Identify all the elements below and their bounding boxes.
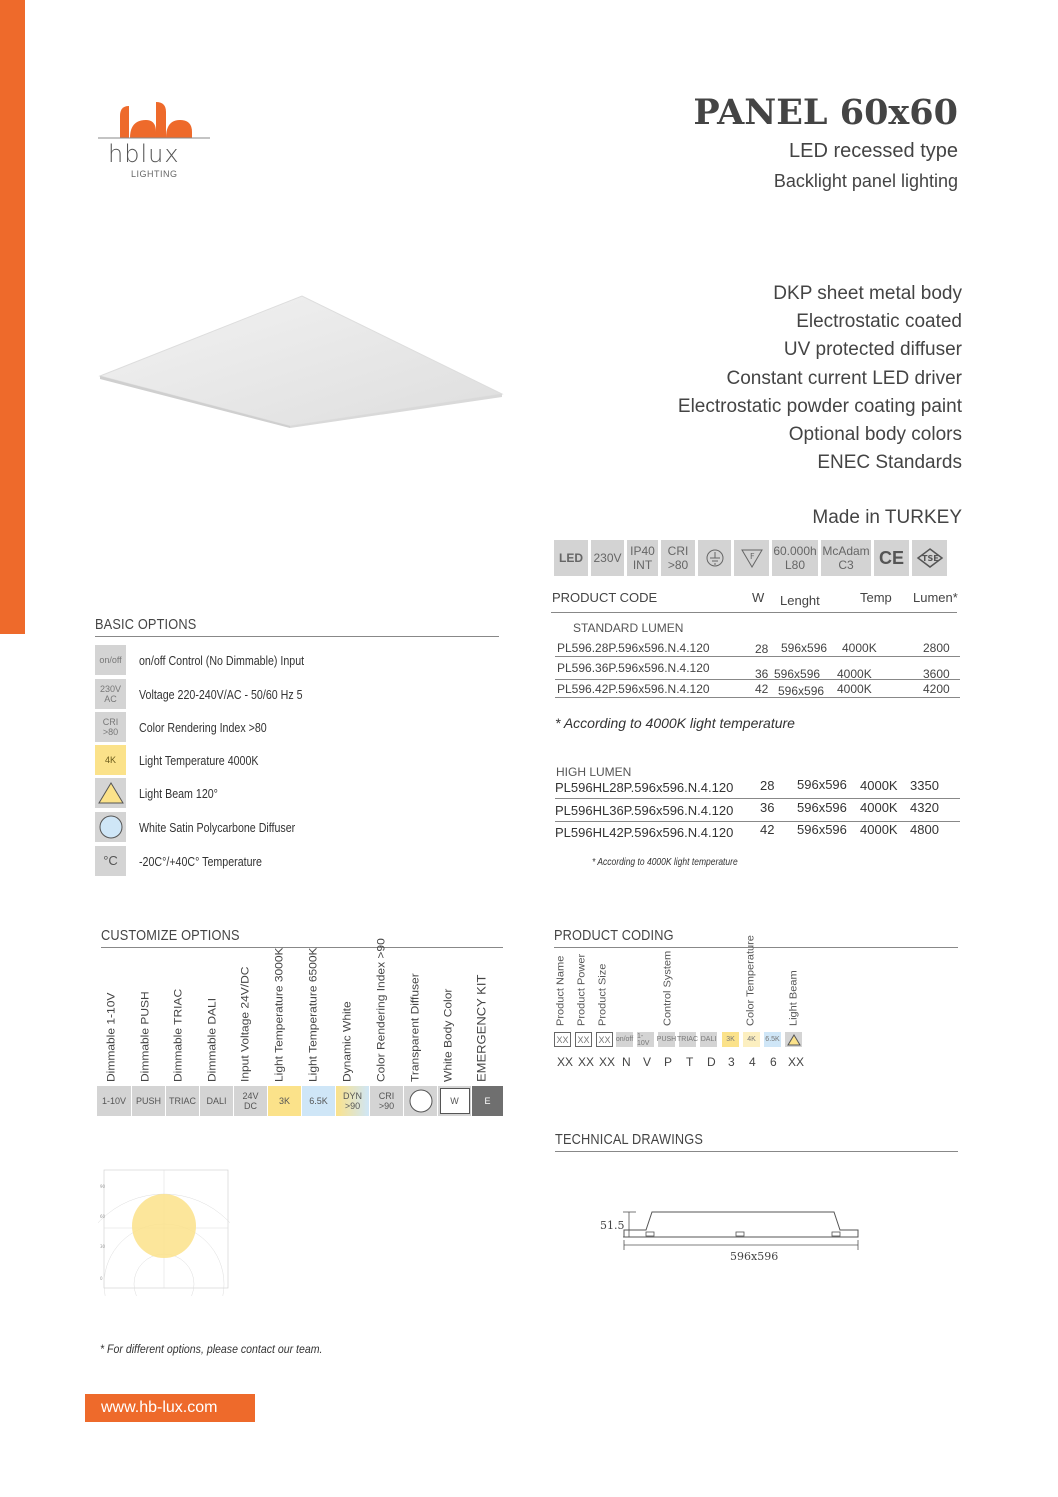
code-char: D: [707, 1055, 716, 1069]
coding-label: Control System: [662, 950, 673, 1026]
row-lumen: 4320: [910, 800, 939, 815]
led-icon: LED: [554, 540, 588, 576]
customize-label: Light Temperature 3000K: [272, 947, 285, 1082]
row-watt: 28: [760, 778, 775, 793]
row-temp: 4000K: [837, 682, 872, 696]
customize-options-title-text: CUSTOMIZE OPTIONS: [101, 927, 240, 944]
code-box-beam: [785, 1032, 802, 1047]
option-row: [95, 745, 505, 775]
product-coding-title-text: PRODUCT CODING: [554, 927, 674, 944]
orange-accent-bar: [0, 0, 25, 634]
option-box-triac: TRIAC: [166, 1086, 199, 1116]
table-row: [555, 641, 960, 657]
row-length: 596x596: [781, 641, 828, 655]
row-length: 596x596: [797, 777, 847, 792]
voltage-icon: 230V AC: [95, 679, 126, 709]
row-lumen: 2800: [923, 641, 950, 655]
f-mark-letter: F: [749, 552, 755, 561]
coding-label: Product Name: [555, 955, 566, 1026]
row-lumen: 4200: [923, 682, 950, 696]
panel-product-image: [96, 292, 520, 428]
option-text: Color Rendering Index >80: [139, 719, 267, 735]
row-code: PL596HL42P.596x596.N.4.120: [555, 825, 734, 840]
row-temp: 4000K: [860, 778, 898, 793]
option-box-transparent: [404, 1086, 437, 1116]
col-length: Lenght: [780, 593, 820, 608]
code-char: 4: [749, 1055, 756, 1069]
row-length: 596x596: [774, 667, 821, 681]
svg-text:0: 0: [100, 1276, 103, 1281]
option-box-cri90: CRI >90: [370, 1086, 403, 1116]
row-watt: 42: [755, 682, 769, 696]
code-box-4k: 4K: [743, 1032, 760, 1047]
customize-label: Dimmable DALI: [205, 997, 218, 1082]
row-code: PL596.28P.596x596.N.4.120: [557, 641, 710, 655]
code-char: N: [622, 1055, 631, 1069]
table-row: [555, 682, 960, 698]
feature-item: Constant current LED driver: [726, 367, 962, 389]
row-watt: 42: [760, 822, 775, 837]
technical-drawings-title-text: TECHNICAL DRAWINGS: [555, 1131, 704, 1148]
code-box-6-5k: 6.5K: [764, 1032, 781, 1047]
row-lumen: 3600: [923, 667, 950, 681]
row-length: 596x596: [797, 822, 847, 837]
code-box-triac: TRIAC: [679, 1032, 696, 1047]
option-text: Light Temperature 4000K: [139, 752, 259, 768]
option-row: [95, 645, 505, 675]
coding-label: Light Beam: [788, 970, 799, 1026]
tse-mark-letters: TSE: [921, 554, 939, 563]
feature-list: [678, 280, 962, 477]
coding-label: Product Power: [576, 953, 587, 1026]
option-box-24vdc: 24V DC: [234, 1086, 267, 1116]
row-divider: [555, 679, 960, 680]
row-lumen: 4800: [910, 822, 939, 837]
option-text: White Satin Polycarbone Diffuser: [139, 819, 296, 835]
table-row: [555, 661, 960, 681]
feature-item: UV protected diffuser: [783, 339, 962, 361]
row-length: 596x596: [778, 684, 825, 698]
option-row: [95, 778, 505, 808]
col-watt: W: [752, 590, 765, 605]
code-char: XX: [578, 1055, 595, 1069]
diffuser-icon: [95, 812, 126, 842]
option-text: -20C°/+40C° Temperature: [139, 853, 262, 869]
light-beam-icon: [95, 778, 126, 808]
customize-labels: [95, 938, 515, 1082]
customize-label: Dimmable PUSH: [138, 991, 151, 1082]
feature-item: DKP sheet metal body: [773, 283, 962, 304]
feature-item: Electrostatic coated: [796, 311, 962, 333]
row-code: PL596HL36P.596x596.N.4.120: [555, 803, 734, 818]
white-body-swatch: W: [440, 1088, 470, 1114]
feature-item: Electrostatic powder coating paint: [677, 395, 962, 417]
customize-label: Input Voltage 24V/DC: [238, 966, 251, 1082]
subtitle-description: Backlight panel lighting: [773, 171, 958, 191]
row-lumen: 3350: [910, 778, 939, 793]
row-code: PL596HL28P.596x596.N.4.120: [555, 780, 734, 795]
website-text[interactable]: www.hb-lux.com: [101, 1399, 218, 1416]
row-watt: 36: [755, 667, 769, 681]
option-box-dynamic: DYN >90: [336, 1086, 369, 1116]
height-dimension: 51.5: [600, 1219, 625, 1232]
ip-rating-icon: IP40 INT: [627, 540, 658, 576]
svg-text:60: 60: [100, 1214, 106, 1219]
code-box-push: PUSH: [658, 1032, 675, 1047]
page-title: PANEL 60x60: [693, 92, 958, 133]
code-box-power: XX: [575, 1032, 592, 1047]
feature-item: Optional body colors: [788, 424, 962, 446]
code-box-size: XX: [596, 1032, 613, 1047]
certification-icons: [554, 540, 947, 576]
coding-label: Color Temperature: [745, 935, 756, 1026]
option-row: [95, 679, 505, 709]
basic-options-title-text: BASIC OPTIONS: [95, 616, 197, 633]
option-box-6-5k: 6.5K: [302, 1086, 335, 1116]
mcadam-icon: McAdam C3: [821, 540, 871, 576]
brand-name: hblux: [108, 140, 180, 168]
code-char: 3: [728, 1055, 735, 1069]
voltage-icon: 230V: [591, 540, 624, 576]
contact-note: * For different options, please contact our team.: [100, 1342, 323, 1356]
option-row: [95, 712, 505, 742]
product-table-header: [552, 590, 958, 608]
option-text: Light Beam 120°: [139, 785, 218, 801]
website-link[interactable]: [85, 1394, 255, 1422]
feature-item: ENEC Standards: [817, 452, 962, 474]
tse-mark-icon: [912, 540, 947, 576]
table-row: [555, 777, 960, 799]
standard-note: * According to 4000K light temperature: [555, 715, 795, 731]
svg-text:90: 90: [100, 1184, 106, 1189]
table-divider: [551, 612, 957, 613]
row-temp: 4000K: [860, 822, 898, 837]
col-lumen: Lumen*: [913, 590, 958, 605]
code-char: T: [686, 1055, 694, 1069]
cri-icon: CRI >80: [95, 712, 126, 742]
customize-label: Dimmable 1-10V: [104, 992, 117, 1082]
svg-text:30: 30: [100, 1244, 106, 1249]
coding-label: Product Size: [597, 963, 608, 1026]
code-box-3k: 3K: [722, 1032, 739, 1047]
option-box-1-10v: 1-10V: [97, 1086, 131, 1116]
option-text: Voltage 220-240V/AC - 50/60 Hz 5: [139, 686, 303, 702]
code-char: P: [664, 1055, 673, 1069]
option-row: [95, 812, 505, 842]
code-box-name: XX: [554, 1032, 571, 1047]
high-note: * According to 4000K light temperature: [592, 857, 738, 868]
row-watt: 36: [760, 800, 775, 815]
customize-options-title: [101, 927, 503, 948]
cri-icon: CRI >80: [661, 540, 695, 576]
row-code: PL596.36P.596x596.N.4.120: [557, 661, 710, 675]
code-box-1-10v: 1-10V: [637, 1032, 654, 1047]
option-box-push: PUSH: [132, 1086, 165, 1116]
customize-label: Transparent Diffuser: [408, 973, 421, 1082]
col-temp: Temp: [860, 590, 892, 605]
code-char: XX: [557, 1055, 574, 1069]
code-char: 6: [770, 1055, 777, 1069]
table-row: [555, 822, 960, 844]
option-text: on/off Control (No Dimmable) Input: [139, 652, 305, 668]
f-mark-icon: [734, 540, 769, 576]
basic-options-title: [95, 616, 499, 637]
size-dimension: 596x596: [730, 1250, 779, 1263]
row-temp: 4000K: [842, 641, 877, 655]
option-box-white: [438, 1086, 471, 1116]
option-row: [95, 846, 505, 876]
row-watt: 28: [755, 642, 769, 656]
customize-label: White Body Color: [441, 988, 454, 1082]
temperature-4k-icon: 4K: [95, 745, 126, 775]
brand-sub: LIGHTING: [131, 169, 178, 179]
row-length: 596x596: [797, 800, 847, 815]
code-char: XX: [788, 1055, 805, 1069]
row-temp: 4000K: [860, 800, 898, 815]
temperature-range-icon: °C: [95, 846, 126, 876]
lifetime-icon: 60.000h L80: [772, 540, 818, 576]
col-product-code: PRODUCT CODE: [552, 590, 658, 605]
customize-label: Color Rendering Index >90: [374, 938, 387, 1082]
code-char: XX: [599, 1055, 616, 1069]
high-lumen-title: HIGH LUMEN: [556, 765, 632, 779]
code-box-onoff: on/off: [616, 1032, 633, 1047]
technical-drawings-title: [555, 1131, 958, 1152]
customize-label: Dynamic White: [340, 1001, 353, 1082]
option-box-dali: DALI: [200, 1086, 233, 1116]
ground-icon: [698, 540, 731, 576]
option-box-3k: 3K: [268, 1086, 301, 1116]
standard-lumen-title: STANDARD LUMEN: [573, 621, 684, 635]
onoff-icon: on/off: [95, 645, 126, 675]
subtitle-type: LED recessed type: [789, 140, 958, 162]
code-char: V: [643, 1055, 652, 1069]
row-temp: 4000K: [837, 667, 872, 681]
customize-label: Dimmable TRIAC: [171, 988, 184, 1082]
customize-label: EMERGENCY KIT: [474, 974, 488, 1082]
photometric-diagram: [98, 1168, 230, 1296]
customize-label: Light Temperature 6500K: [306, 947, 319, 1082]
table-row: [555, 800, 960, 822]
option-box-emergency: E: [472, 1086, 503, 1116]
made-in-label: Made in TURKEY: [812, 507, 962, 528]
row-code: PL596.42P.596x596.N.4.120: [557, 682, 710, 696]
product-coding-title: [554, 927, 958, 948]
code-box-dali: DALI: [700, 1032, 717, 1047]
ce-mark-icon: CE: [874, 540, 909, 576]
